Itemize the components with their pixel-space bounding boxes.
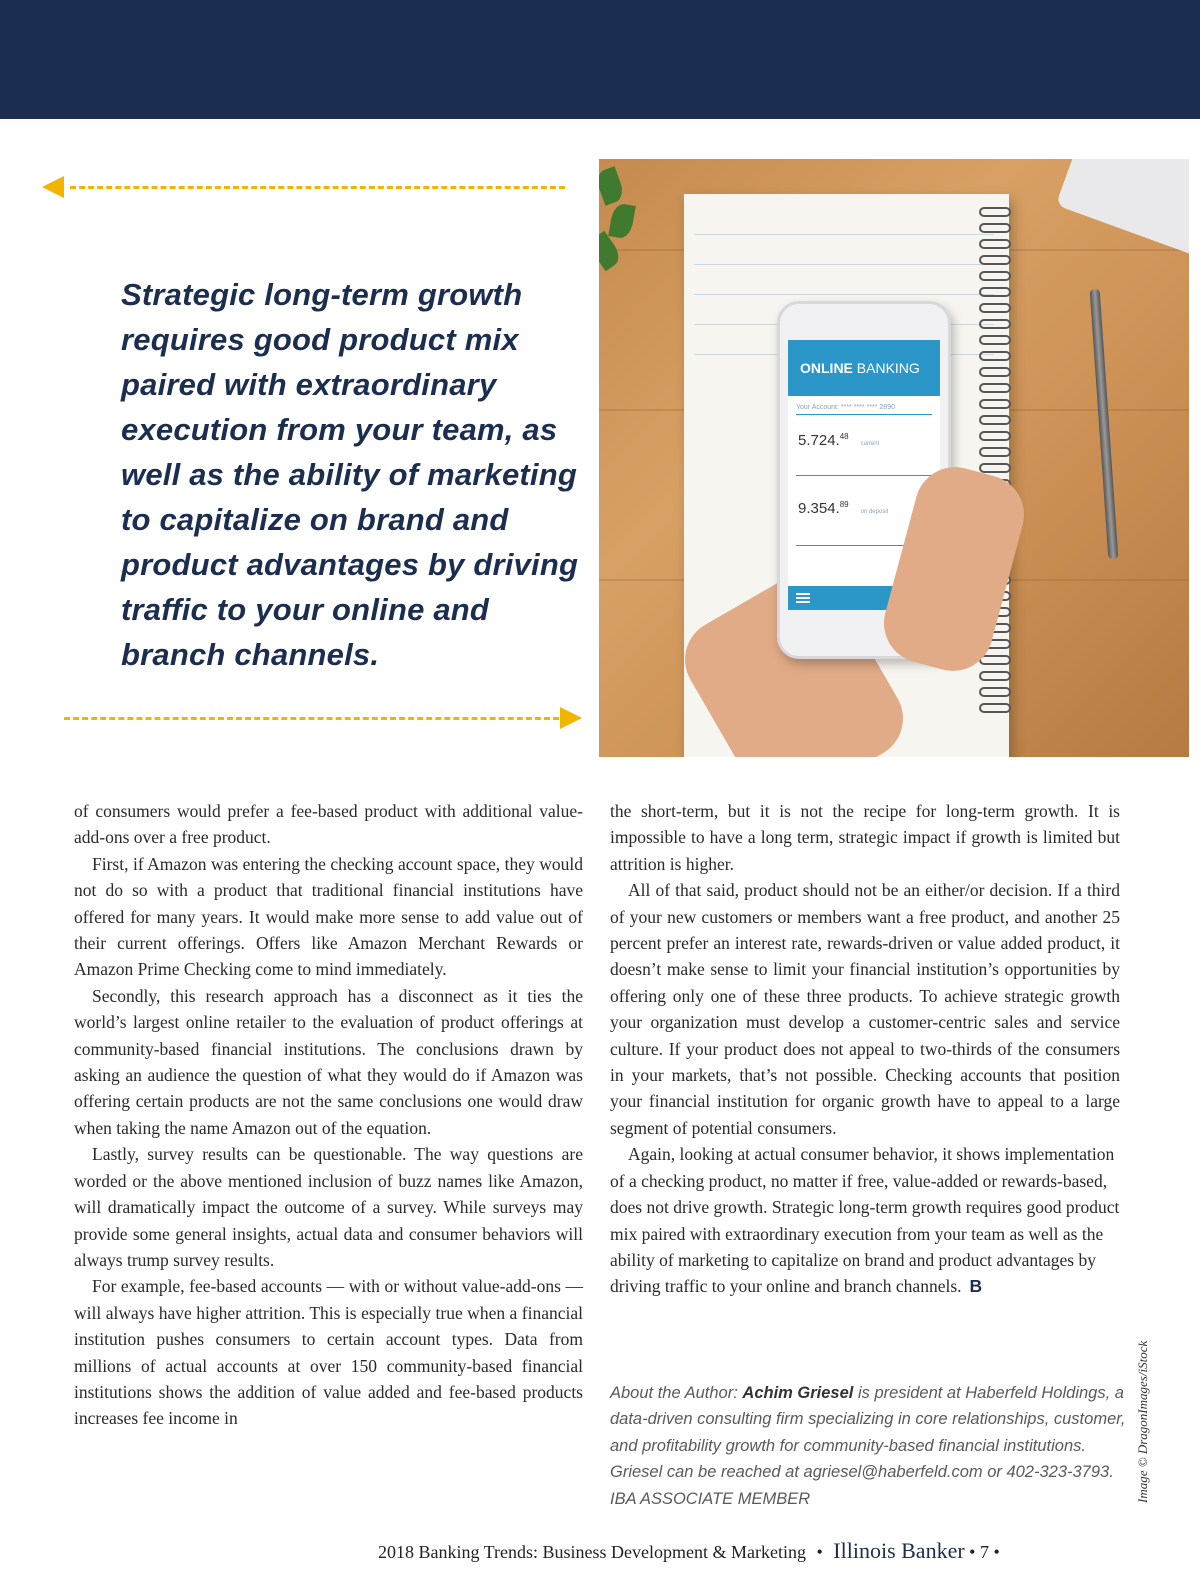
paragraph bbox=[610, 1141, 1120, 1299]
paragraph: First, if Amazon was entering the checking account space, they would not do so with a product that traditional financial institutions have offered for many years. It would make more sense to add value out of their current offerings. Offers like Amazon Merchant Rewards or Amazon Prime Checking come to mind immediately. bbox=[74, 853, 583, 980]
pull-quote-line: requires good product mix bbox=[121, 322, 519, 357]
pull-quote-line: to capitalize on brand and bbox=[121, 502, 509, 537]
about-the-author bbox=[610, 1380, 1130, 1512]
image-credit: Image © DragonImages/iStock bbox=[1135, 1340, 1150, 1503]
menu-icon bbox=[796, 593, 810, 603]
account-label: Your Account: **** **** **** 2890 bbox=[796, 404, 932, 415]
pull-quote-line: traffic to your online and bbox=[121, 592, 490, 627]
end-mark-icon: B bbox=[969, 1276, 983, 1297]
article-column-left bbox=[74, 798, 583, 1432]
screen-title: ONLINE BANKING bbox=[788, 340, 940, 396]
page-number: • 7 • bbox=[969, 1542, 1000, 1562]
footer-brand: Illinois Banker bbox=[833, 1538, 965, 1563]
deposit-balance: 9.354.89on deposit bbox=[798, 500, 889, 517]
pen bbox=[1090, 289, 1119, 559]
plant-icon bbox=[599, 159, 649, 269]
footer-separator: • bbox=[816, 1542, 823, 1562]
paragraph-text: Again, looking at actual consumer behavior, it shows implementation of a checking product, no matter if free, value-added or rewards-based, does not drive growth. Strategic long-term growth requires good product mix paired with extraordinary execution from your team as well as the ability of marketing to capitalize on brand and product advantages by driving traffic to your online and branch channels. bbox=[610, 1144, 1120, 1297]
about-text: is president at Haberfeld Holdings, a data-driven consulting firm specializing in core relationships, customer, and profitability growth for community-based financial institutions. Griesel can be reached at agriesel@haberfeld.com or 402-323-3793. IBA ASSOCIATE MEMBER bbox=[610, 1384, 1126, 1508]
bottom-dashed-line bbox=[64, 717, 559, 720]
paragraph: All of that said, product should not be an either/or decision. If a third of your new customers or members want a free product, and another 25 percent prefer an interest rate, rewards-driven or value added product, it doesn’t make sense to limit your financial institution’s opportunities by offering only one of these three products. To achieve strategic growth your organization must develop a customer-centric sales and service culture. If your product does not appeal to two-thirds of the consumers in your markets, that’s not possible. Checking accounts that position your financial institution for organic growth have to appeal to a large segment of potential consumers. bbox=[610, 880, 1120, 1138]
paragraph: of consumers would prefer a fee-based product with additional value-add-ons over a free product. bbox=[74, 801, 583, 848]
arrow-left-icon bbox=[42, 176, 64, 198]
pull-quote-line: paired with extraordinary bbox=[121, 367, 497, 402]
about-prefix: About the Author: bbox=[610, 1384, 743, 1402]
paragraph: the short-term, but it is not the recipe for long-term growth. It is impossible to have a long term, strategic impact if growth is limited but attrition is higher. bbox=[610, 801, 1120, 874]
paragraph: For example, fee-based accounts — with or without value-add-ons — will always have higher attrition. This is especially true when a financial institution pushes consumers to certain account types. Data from millions of actual accounts at over 150 community-based financial institutions shows the addition of value added and fee-based products increases fee income in bbox=[74, 1276, 583, 1429]
pull-quote-line: Strategic long-term growth bbox=[121, 277, 523, 312]
pull-quote bbox=[121, 272, 579, 677]
header-band bbox=[0, 0, 1200, 119]
pull-quote-line: branch channels. bbox=[121, 637, 380, 672]
author-name: Achim Griesel bbox=[742, 1384, 854, 1402]
photo-online-banking bbox=[599, 159, 1189, 757]
paragraph: Secondly, this research approach has a disconnect as it ties the world’s largest online retailer to the evaluation of product offerings at community-based financial institutions. The conclusions drawn by asking an audience the question of what they would do if Amazon was offering certain products are not the same conclusions one would draw when taking the name Amazon out of the equation. bbox=[74, 985, 583, 1138]
top-dashed-line bbox=[70, 186, 565, 189]
arrow-right-icon bbox=[560, 707, 582, 729]
pull-quote-line: product advantages by driving bbox=[121, 547, 579, 582]
paragraph: Lastly, survey results can be questionable. The way questions are worded or the above mentioned inclusion of buzz names like Amazon, will dramatically impact the outcome of a survey. While surveys may provide some general insights, actual data and consumer behaviors will always trump survey results. bbox=[74, 1144, 583, 1270]
pull-quote-line: well as the ability of marketing bbox=[121, 457, 578, 492]
article-column-right bbox=[610, 798, 1120, 1300]
pull-quote-line: execution from your team, as bbox=[121, 412, 558, 447]
current-balance: 5.724.48current bbox=[798, 432, 880, 449]
page-footer bbox=[378, 1538, 1000, 1564]
footer-section: 2018 Banking Trends: Business Development & Marketing bbox=[378, 1542, 806, 1562]
